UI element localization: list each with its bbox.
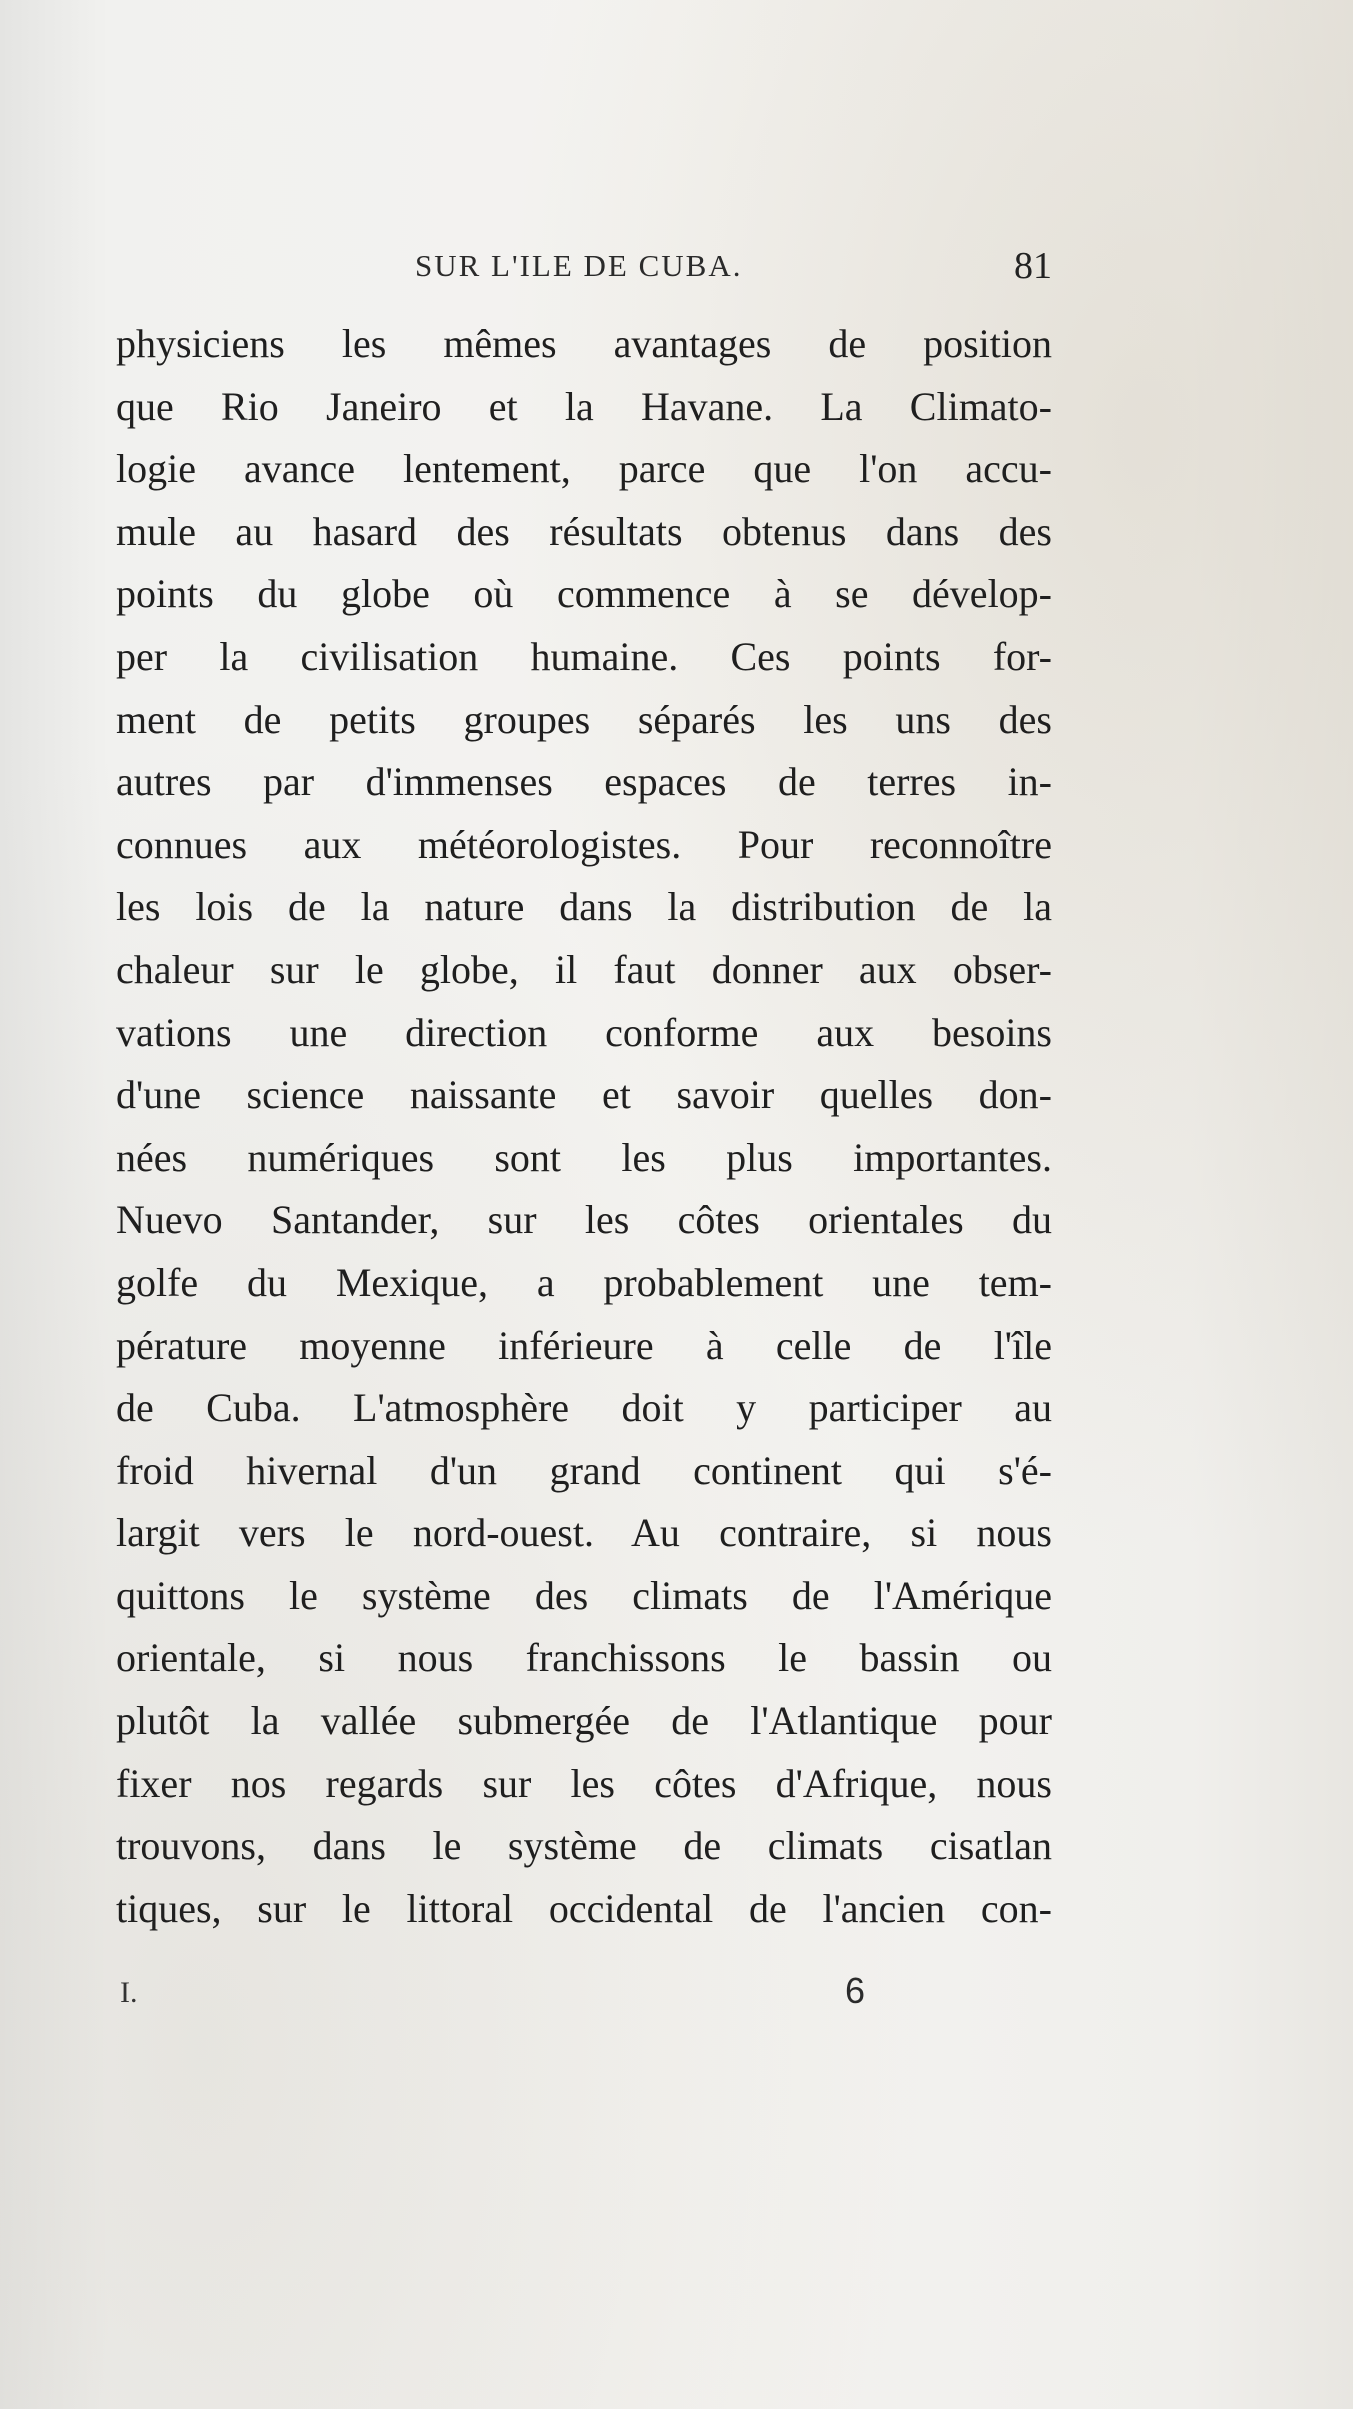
text-line: logie avance lentement, parce que l'on accu-: [116, 446, 1052, 492]
text-line: quittons le système des climats de l'Amérique: [116, 1572, 1052, 1618]
volume-mark: I.: [120, 1976, 138, 2009]
text-line: autres par d'immenses espaces de terres in-: [116, 759, 1052, 805]
running-title: SUR L'ILE DE CUBA.: [415, 248, 743, 283]
text-line: largit vers le nord-ouest. Au contraire, si nous: [116, 1510, 1052, 1556]
text-line: golfe du Mexique, a probablement une tem-: [116, 1259, 1052, 1305]
signature-number: 6: [845, 1970, 866, 2011]
text-line: orientale, si nous franchissons le bassin ou: [116, 1635, 1052, 1681]
text-line: connues aux météorologistes. Pour reconnoître: [116, 821, 1052, 867]
text-line: que Rio Janeiro et la Havane. La Climato-: [116, 383, 1052, 429]
text-line: pérature moyenne inférieure à celle de l'île: [116, 1322, 1052, 1368]
text-line: tiques, sur le littoral occidental de l'ancien con-: [116, 1885, 1052, 1931]
text-line: points du globe où commence à se dévelop-: [116, 571, 1052, 617]
text-line: ment de petits groupes séparés les uns des: [116, 696, 1052, 742]
running-head: [110, 244, 1052, 288]
text-line: chaleur sur le globe, il faut donner aux obser-: [116, 946, 1052, 992]
page-footer: [120, 1970, 920, 2020]
text-line: fixer nos regards sur les côtes d'Afrique, nous: [116, 1760, 1052, 1806]
body-text: [116, 313, 1052, 1940]
text-line: nées numériques sont les plus importantes.: [116, 1134, 1052, 1180]
text-line: trouvons, dans le système de climats cisatlan: [116, 1823, 1052, 1869]
text-line: Nuevo Santander, sur les côtes orientales du: [116, 1197, 1052, 1243]
text-line: physiciens les mêmes avantages de position: [116, 321, 1052, 366]
page-number: 81: [1014, 245, 1052, 287]
text-line: per la civilisation humaine. Ces points for-: [116, 633, 1052, 679]
text-line: d'une science naissante et savoir quelles don-: [116, 1072, 1052, 1118]
text-line: mule au hasard des résultats obtenus dans des: [116, 508, 1052, 554]
text-line: vations une direction conforme aux besoins: [116, 1009, 1052, 1055]
text-line: plutôt la vallée submergée de l'Atlantique pour: [116, 1698, 1052, 1744]
text-line: de Cuba. L'atmosphère doit y participer au: [116, 1385, 1052, 1431]
text-line: les lois de la nature dans la distribution de la: [116, 884, 1052, 930]
text-line: froid hivernal d'un grand continent qui s'é-: [116, 1447, 1052, 1493]
